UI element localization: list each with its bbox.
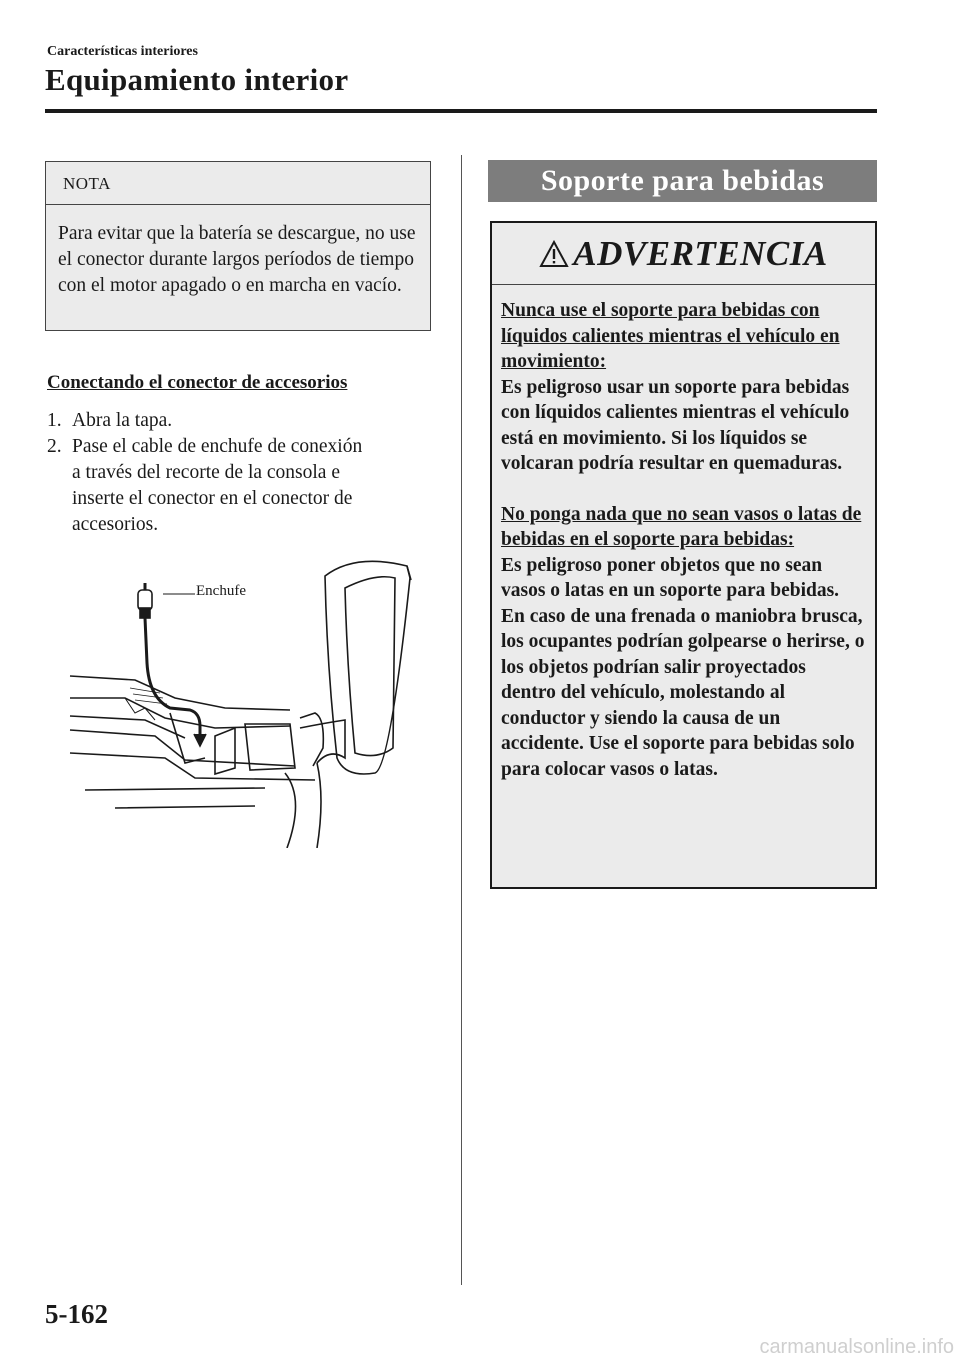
step-text: Abra la tapa. — [72, 410, 173, 431]
section-heading: Conectando el conector de accesorios — [47, 372, 348, 393]
step-continuation: inserte el conector en el conector de — [72, 488, 353, 509]
header-rule — [45, 109, 877, 113]
step-continuation: accesorios. — [72, 514, 159, 535]
note-text: Para evitar que la batería se descargue, no use el conector durante largos períodos de tiempo con el motor apagado o en marcha en vacío. — [58, 223, 416, 296]
warning-item — [501, 502, 865, 783]
step-item — [47, 434, 437, 460]
warning-text: Es peligroso usar un soporte para bebidas con líquidos calientes mientras el vehículo está en movimiento. Si los líquidos se volcaran podría resultar en quemaduras. — [501, 376, 850, 474]
warning-heading: No ponga nada que no sean vasos o latas de bebidas en el soporte para bebidas: — [501, 503, 862, 550]
watermark: carmanualsonline.info — [759, 1336, 954, 1358]
warning-box — [490, 221, 877, 889]
warning-title: ADVERTENCIA — [573, 233, 828, 273]
section-banner: Soporte para bebidas — [488, 160, 877, 202]
page-number: 5-162 — [45, 1299, 108, 1329]
column-divider — [461, 155, 462, 1285]
step-text: Pase el cable de enchufe de conexión — [72, 436, 363, 457]
note-box — [45, 161, 431, 331]
warning-header — [492, 223, 875, 285]
step-number: 1. — [47, 410, 62, 431]
warning-triangle-icon — [539, 240, 569, 268]
note-label: NOTA — [46, 162, 430, 205]
section-label: Características interiores — [47, 44, 198, 59]
warning-text: Es peligroso poner objetos que no sean vasos o latas en un soporte para bebidas. En caso de una frenada o maniobra brusca, los ocupantes podrían golpearse o herirse, o los objetos podrían salir proyectados dentro del vehículo, molestando al conductor y siendo la causa de un accidente. Use el soporte para bebidas solo para colocar vasos o latas. — [501, 554, 865, 780]
steps-list — [47, 408, 437, 538]
step-number: 2. — [47, 436, 62, 457]
warning-heading: Nunca use el soporte para bebidas con líquidos calientes mientras el vehículo en movimiento: — [501, 300, 840, 372]
step-continuation: a través del recorte de la consola e — [72, 462, 340, 483]
warning-item — [501, 298, 865, 477]
warning-body — [492, 285, 875, 782]
page-title: Equipamiento interior — [45, 62, 349, 97]
figure-label-enchufe: Enchufe — [196, 583, 246, 599]
step-item — [47, 408, 437, 434]
